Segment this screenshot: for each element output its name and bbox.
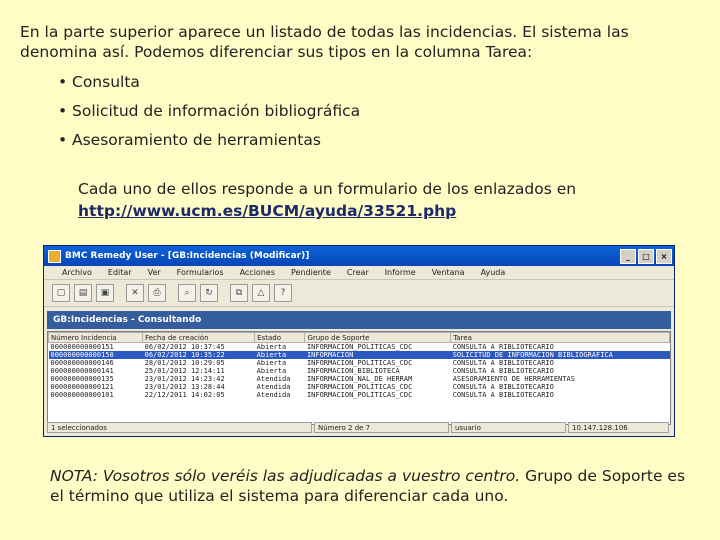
table-header bbox=[49, 333, 670, 343]
table-cell: CONSULTA A BIBLIOTECARIO bbox=[452, 383, 554, 391]
table-row[interactable] bbox=[49, 359, 670, 367]
menu-bar bbox=[44, 266, 674, 279]
new-icon[interactable]: ▢ bbox=[52, 284, 70, 302]
table-row[interactable] bbox=[49, 351, 670, 359]
results-table bbox=[47, 331, 671, 425]
filter-icon[interactable]: △ bbox=[252, 284, 270, 302]
table-cell: INFORMACION_POLITICAS_CDC bbox=[306, 383, 413, 391]
table-cell: 000000000000121 bbox=[50, 383, 114, 391]
table-row[interactable] bbox=[49, 343, 670, 352]
table-cell: 23/01/2012 13:28:44 bbox=[144, 383, 225, 391]
note-emphasis: NOTA: Vosotros sólo veréis las adjudicadas a vuestro centro. bbox=[50, 467, 521, 485]
table-cell: CONSULTA A BIBLIOTECARIO bbox=[452, 391, 554, 399]
table-cell: Atendida bbox=[256, 375, 291, 383]
table-cell: Abierta bbox=[256, 343, 287, 351]
table-cell: CONSULTA A BIBLIOTECARIO bbox=[452, 367, 554, 375]
table-cell: ASESORAMIENTO DE HERRAMIENTAS bbox=[452, 375, 575, 383]
menu-acciones[interactable]: Acciones bbox=[239, 268, 275, 277]
menu-formularios[interactable]: Formularios bbox=[176, 268, 224, 277]
table-cell: INFORMACION bbox=[305, 351, 451, 359]
table-cell: INFORMACION_NAL_DE HERRAM bbox=[306, 375, 413, 383]
menu-editar[interactable]: Editar bbox=[107, 268, 132, 277]
column-header[interactable]: Estado bbox=[255, 333, 305, 343]
delete-icon[interactable]: ✕ bbox=[126, 284, 144, 302]
form-header bbox=[47, 311, 671, 329]
remedy-window bbox=[43, 245, 675, 437]
forms-paragraph bbox=[78, 178, 576, 222]
table-cell: INFORMACION_BIBLIOTECA bbox=[306, 367, 400, 375]
table-cell: CONSULTA A RIBLIOTECARIO bbox=[452, 343, 554, 351]
status-record: Número 2 de 7 bbox=[314, 422, 449, 433]
table-cell: INFORMACION_POLITICAS_CDC bbox=[306, 391, 413, 399]
menu-archivo[interactable]: Archivo bbox=[62, 268, 92, 277]
list-item: • Consulta bbox=[58, 70, 360, 99]
table-cell: 000000000000135 bbox=[50, 375, 114, 383]
table-cell: 28/01/2012 10:29:05 bbox=[144, 359, 225, 367]
column-header[interactable]: Número Incidencia bbox=[49, 333, 143, 343]
table-cell: 06/02/2012 10:37:45 bbox=[144, 343, 225, 351]
window-titlebar bbox=[44, 246, 674, 266]
form-title: GB:Incidencias - Consultando bbox=[53, 315, 202, 325]
intro-line: denomina así. Podemos diferenciar sus tipos en la columna Tarea: bbox=[20, 43, 533, 61]
intro-paragraph bbox=[20, 22, 700, 62]
table-cell: 25/01/2012 12:14:11 bbox=[144, 367, 225, 375]
status-selected: 1 seleccionados bbox=[47, 422, 312, 433]
table-cell: Atendida bbox=[256, 383, 291, 391]
menu-pendiente[interactable]: Pendiente bbox=[290, 268, 331, 277]
table-cell: 23/01/2012 14:23:42 bbox=[144, 375, 225, 383]
table-cell: 000000000000141 bbox=[50, 367, 114, 375]
copy-icon[interactable]: ⧉ bbox=[230, 284, 248, 302]
table-cell: INFORMACION_POLITICAS_CDC bbox=[306, 359, 413, 367]
table-cell: CONSULTA A BIBLIOTECARIO bbox=[452, 359, 554, 367]
table-cell: 000000000000101 bbox=[50, 391, 114, 399]
table-cell: 22/12/2011 14:02:05 bbox=[144, 391, 225, 399]
note-text: Grupo de Soporte es el término que utiliza el sistema para diferenciar cada uno. bbox=[50, 467, 686, 505]
refresh-icon[interactable]: ↻ bbox=[200, 284, 218, 302]
column-header[interactable]: Grupo de Soporte bbox=[305, 333, 451, 343]
maximize-icon[interactable]: □ bbox=[638, 249, 654, 264]
close-icon[interactable]: × bbox=[656, 249, 672, 264]
table-cell: SOLICITUD DE INFORMACION BIBLIOGRAFICA bbox=[451, 351, 670, 359]
open-icon[interactable]: ▤ bbox=[74, 284, 92, 302]
table-row[interactable] bbox=[49, 367, 670, 375]
list-item: • Solicitud de información bibliográfica bbox=[58, 99, 360, 128]
forms-link[interactable]: http://www.ucm.es/BUCM/ayuda/33521.php bbox=[78, 202, 457, 220]
status-bar bbox=[47, 422, 671, 433]
toolbar bbox=[44, 279, 674, 307]
window-title: BMC Remedy User - [GB:Incidencias (Modificar)] bbox=[65, 251, 310, 261]
search-icon[interactable]: ⌕ bbox=[178, 284, 196, 302]
table-cell: 000000000000146 bbox=[50, 359, 114, 367]
intro-line: En la parte superior aparece un listado de todas las incidencias. El sistema las bbox=[20, 23, 629, 41]
table-cell: 06/02/2012 10:35:22 bbox=[143, 351, 255, 359]
task-type-list bbox=[58, 70, 360, 157]
column-header[interactable]: Tarea bbox=[451, 333, 670, 343]
note-paragraph bbox=[50, 466, 690, 506]
menu-crear[interactable]: Crear bbox=[346, 268, 369, 277]
table-row[interactable] bbox=[49, 391, 670, 399]
save-icon[interactable]: ▣ bbox=[96, 284, 114, 302]
table-cell: INFORMACION_POLITICAS_CDC bbox=[306, 343, 413, 351]
help-icon[interactable]: ? bbox=[274, 284, 292, 302]
print-icon[interactable]: ⎙ bbox=[148, 284, 166, 302]
forms-text: Cada uno de ellos responde a un formulario de los enlazados en bbox=[78, 180, 577, 198]
menu-ver[interactable]: Ver bbox=[147, 268, 161, 277]
table-cell: Abierta bbox=[256, 367, 287, 375]
menu-informe[interactable]: Informe bbox=[384, 268, 416, 277]
table-cell: Abierta bbox=[256, 359, 287, 367]
menu-ayuda[interactable]: Ayuda bbox=[480, 268, 506, 277]
table-cell: 000000000000150 bbox=[49, 351, 143, 359]
app-icon bbox=[48, 250, 61, 263]
table-cell: Atendida bbox=[256, 391, 291, 399]
table-cell: 000000000000151 bbox=[50, 343, 114, 351]
table-row[interactable] bbox=[49, 383, 670, 391]
list-item: • Asesoramiento de herramientas bbox=[58, 128, 360, 157]
table-row[interactable] bbox=[49, 375, 670, 383]
status-user: usuario bbox=[451, 422, 566, 433]
minimize-icon[interactable]: _ bbox=[620, 249, 636, 264]
menu-ventana[interactable]: Ventana bbox=[431, 268, 465, 277]
status-server: 10.147.128.106 bbox=[568, 422, 669, 433]
table-cell: Abierta bbox=[255, 351, 305, 359]
column-header[interactable]: Fecha de creación bbox=[143, 333, 255, 343]
